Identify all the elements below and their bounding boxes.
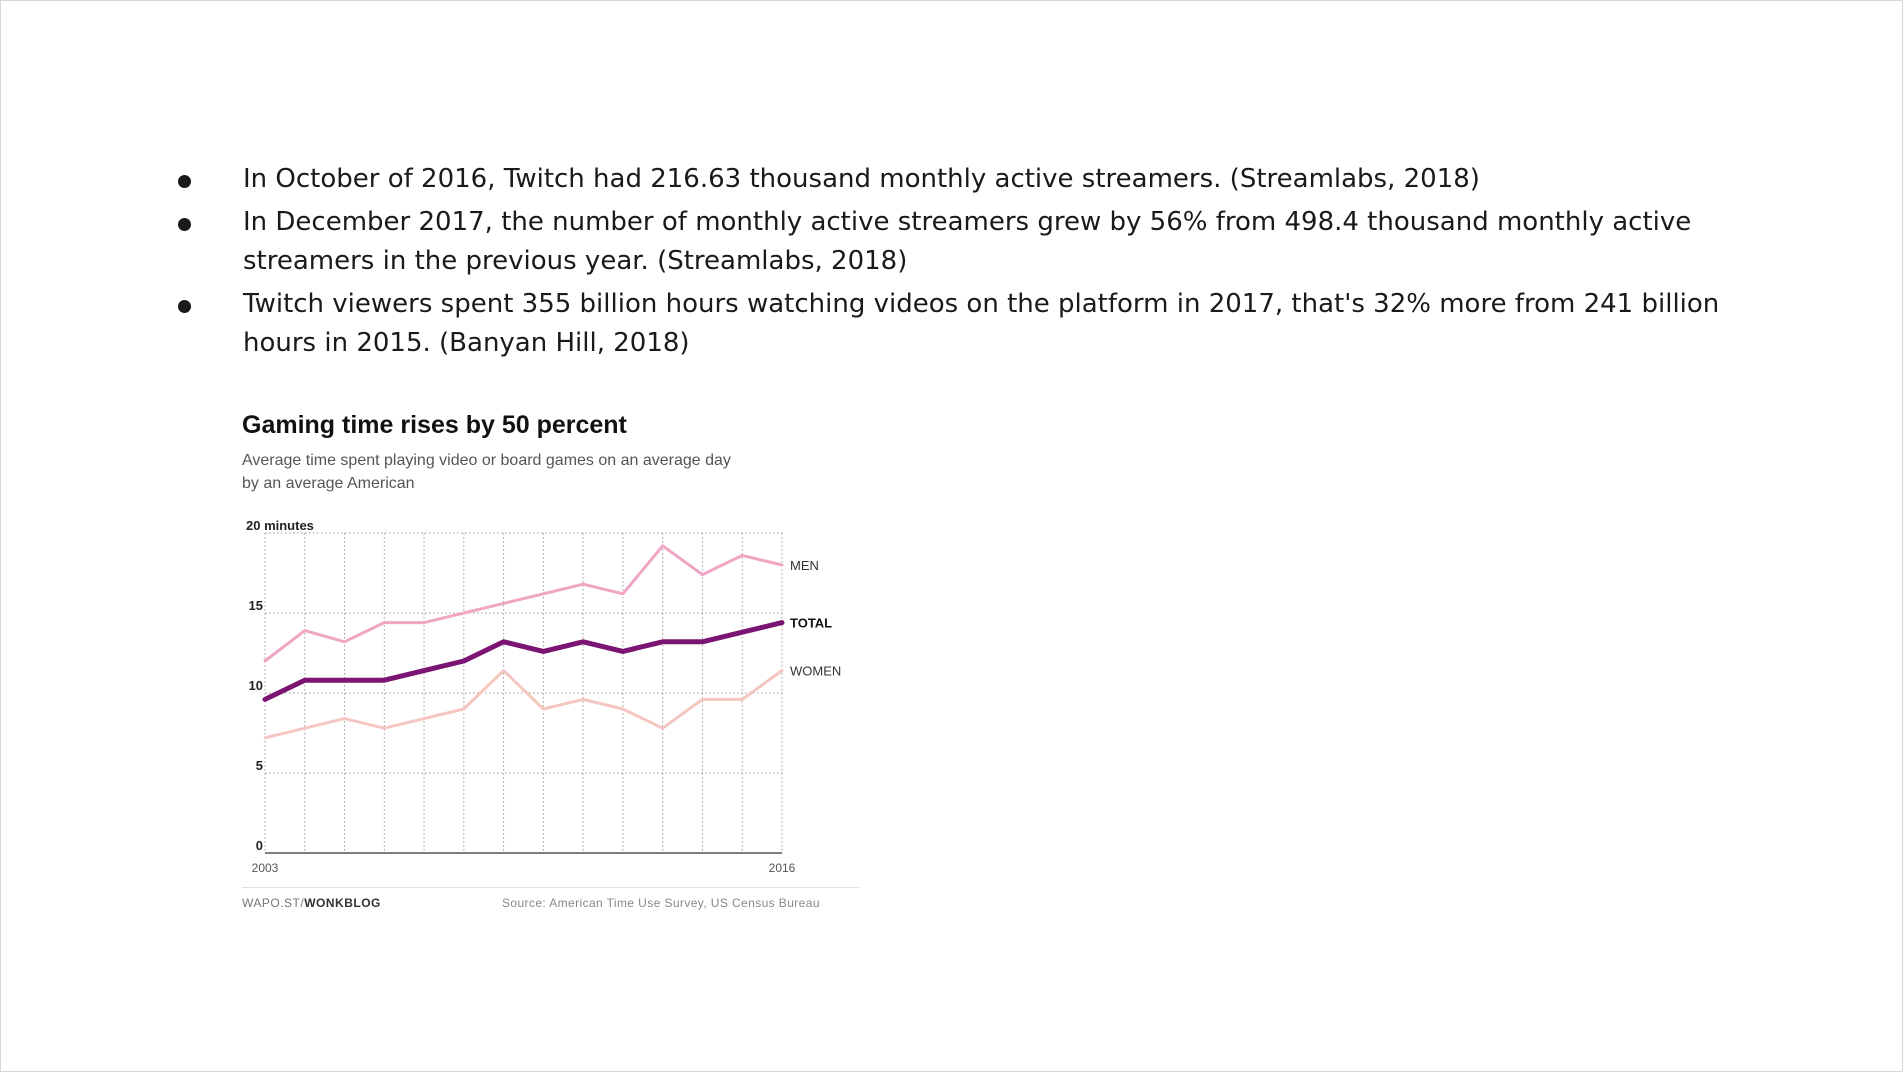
footer-divider [242, 887, 859, 888]
chart-credit [242, 896, 381, 910]
chart-subtitle-line: Average time spent playing video or board games on an average day [242, 452, 731, 469]
series-label: MEN [790, 558, 819, 573]
bullet-list [170, 160, 1730, 367]
bullet-dot-icon [178, 175, 191, 188]
bullet-item [170, 160, 1730, 199]
bullet-dot-icon [178, 300, 191, 313]
chart-title: Gaming time rises by 50 percent [242, 411, 627, 439]
series-label: TOTAL [790, 615, 833, 631]
bullet-text: In December 2017, the number of monthly active streamers grew by 56% from 498.4 thousand monthly active streamers in the previous year. (Streamlabs, 2018) [243, 207, 1692, 276]
x-tick-label: 2003 [251, 861, 279, 875]
y-tick-label: 5 [255, 758, 263, 773]
y-tick-label: 20 minutes [246, 518, 314, 533]
chart-source: Source: American Time Use Survey, US Census Bureau [502, 896, 820, 910]
series-label: WOMEN [790, 663, 842, 679]
line-chart [230, 515, 870, 915]
credit-bold: WONKBLOG [304, 896, 381, 910]
x-tick-label: 2016 [768, 861, 796, 875]
bullet-text: In October of 2016, Twitch had 216.63 thousand monthly active streamers. (Streamlabs, 2018) [243, 164, 1480, 194]
chart-subtitle [242, 449, 802, 495]
bullet-item [170, 203, 1730, 281]
chart-subtitle-line: by an average American [242, 475, 415, 492]
bullet-text: Twitch viewers spent 355 billion hours watching videos on the platform in 2017, that's 32% more from 241 billion hours in 2015. (Banyan Hill, 2018) [243, 289, 1720, 358]
bullet-dot-icon [178, 218, 191, 231]
y-tick-label: 10 [248, 678, 263, 693]
y-tick-label: 0 [255, 838, 263, 853]
y-tick-label: 15 [248, 598, 263, 613]
credit-prefix: WAPO.ST/ [242, 896, 305, 910]
bullet-item [170, 285, 1730, 363]
